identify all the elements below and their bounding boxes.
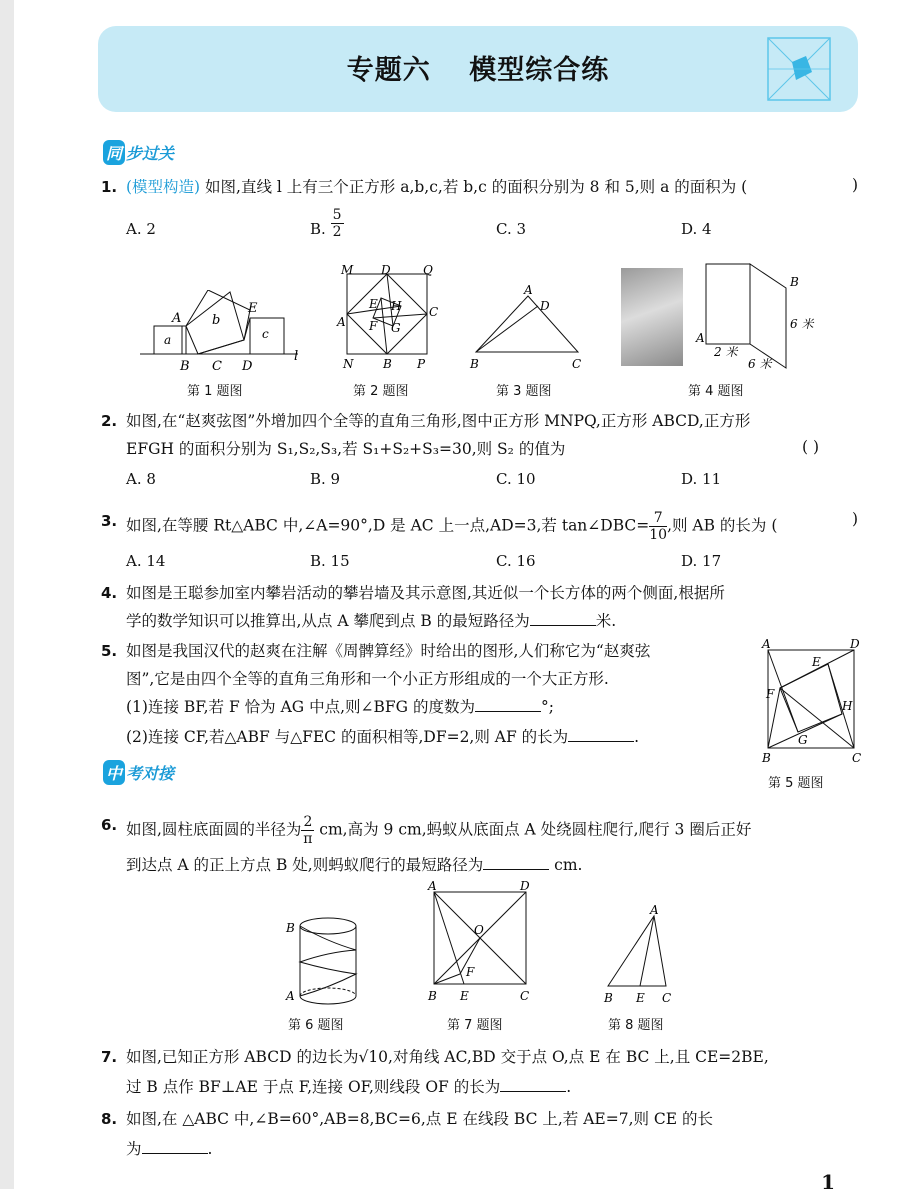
fig2-label-G: G <box>391 321 401 335</box>
q1-option-b-frac <box>331 207 344 240</box>
figure-7-caption: 第 7 题图 <box>447 1018 503 1033</box>
title-name: 模型综合练 <box>469 55 610 86</box>
fig8-label-E: E <box>636 991 645 1005</box>
q5-part-1 <box>126 696 554 718</box>
fig1-label-a: a <box>164 333 172 347</box>
climbing-wall-photo <box>621 268 683 366</box>
q5-line-1: 如图是我国汉代的赵爽在注解《周髀算经》时给出的图形,人们称它为“赵爽弦 <box>126 642 651 660</box>
q1-option-a: A. 2 <box>126 220 156 238</box>
q4-answer-blank[interactable] <box>530 611 596 626</box>
q6-stem-a: 如图,圆柱底面圆的半径为 <box>126 820 302 839</box>
fig2-label-E: E <box>369 297 378 311</box>
q5-part-2-end: . <box>634 728 640 746</box>
frac-den: π <box>303 831 313 847</box>
frac-num: 5 <box>332 206 342 223</box>
section-sync <box>103 140 174 165</box>
q8-number: 8. <box>101 1110 118 1128</box>
origami-icon <box>766 36 832 102</box>
q2-number: 2. <box>101 412 118 430</box>
fig1-label-E: E <box>248 301 258 316</box>
q2-option-d: D. 11 <box>681 470 722 488</box>
frac-den: 10 <box>649 527 668 543</box>
q2-line-2: EFGH 的面积分别为 S₁,S₂,S₃,若 S₁+S₂+S₃=30,则 S₂ 的值为 <box>126 440 566 458</box>
section-sync-label: 步过关 <box>126 144 175 163</box>
q6-line-1 <box>126 814 751 847</box>
q4-unit: 米. <box>595 612 617 630</box>
q5-part-1-blank[interactable] <box>475 697 541 712</box>
q3-option-a: A. 14 <box>126 552 166 570</box>
q1-number: 1. <box>101 178 118 196</box>
page-edge <box>0 0 14 1189</box>
q8-line-2-text: 为 <box>126 1140 142 1158</box>
q3-option-c: C. 16 <box>496 552 536 570</box>
figure-8-caption: 第 8 题图 <box>608 1018 664 1033</box>
fig2-label-M: M <box>341 263 354 277</box>
q7-end: . <box>566 1078 572 1096</box>
figure-4-caption: 第 4 题图 <box>688 384 744 399</box>
fig5-label-E: E <box>812 655 821 669</box>
q7-line-2 <box>126 1076 571 1098</box>
q5-part-2 <box>126 726 639 748</box>
fig5-label-D: D <box>850 637 860 651</box>
fig3-label-B: B <box>470 357 479 371</box>
fig4-label-height: 6 米 <box>790 317 814 331</box>
fig2-label-P: P <box>417 357 426 371</box>
q5-part-1-end: °; <box>540 698 554 716</box>
figure-2-caption: 第 2 题图 <box>353 384 409 399</box>
q3-option-b: B. 15 <box>310 552 350 570</box>
fig8-label-B: B <box>604 991 613 1005</box>
q1-option-b <box>310 206 344 240</box>
q3-stem-b: ,则 AB 的长为 ( <box>667 516 778 535</box>
q7-line-2-text: 过 B 点作 BF⊥AE 于点 F,连接 OF,则线段 OF 的长为 <box>126 1078 501 1096</box>
frac-den: 2 <box>332 223 342 240</box>
q6-line-2-text: 到达点 A 的正上方点 B 处,则蚂蚁爬行的最短路径为 <box>126 856 484 874</box>
page-number: 1 <box>821 1170 835 1194</box>
q3-stem-a: 如图,在等腰 Rt△ABC 中,∠A=90°,D 是 AC 上一点,AD=3,若 tan∠DBC= <box>126 516 650 535</box>
figure-3 <box>466 284 590 374</box>
figure-8 <box>600 900 680 1008</box>
fig2-label-B: B <box>383 357 392 371</box>
q8-line-2 <box>126 1138 212 1160</box>
fig1-label-b: b <box>212 313 221 328</box>
q7-number: 7. <box>101 1048 118 1066</box>
fig7-label-D: D <box>520 879 530 893</box>
fig2-label-A: A <box>337 315 346 329</box>
q8-end: . <box>207 1140 213 1158</box>
fig7-label-F: F <box>466 965 475 979</box>
q5-part-2-blank[interactable] <box>568 727 634 742</box>
q1-option-d: D. 4 <box>681 220 712 238</box>
section-exam-mark: 中 <box>103 760 125 785</box>
fig2-label-C: C <box>429 305 439 319</box>
fig5-label-C: C <box>852 751 862 765</box>
figure-2 <box>335 262 439 374</box>
q6-frac <box>301 814 314 847</box>
q5-part-1-text: (1)连接 BF,若 F 恰为 AG 中点,则∠BFG 的度数为 <box>126 698 475 716</box>
q3-text <box>126 510 777 543</box>
q5-line-2: 图”,它是由四个全等的直角三角形和一个小正方形组成的一个大正方形. <box>126 670 609 688</box>
figure-1-caption: 第 1 题图 <box>187 384 243 399</box>
figure-4 <box>690 258 830 374</box>
title-topic: 专题六 <box>346 55 431 86</box>
fig3-label-D: D <box>540 299 550 313</box>
fig1-label-c: c <box>262 327 269 341</box>
q7-line-1: 如图,已知正方形 ABCD 的边长为√10,对角线 AC,BD 交于点 O,点 E 在 BC 上,且 CE=2BE, <box>126 1048 769 1066</box>
fig7-label-B: B <box>428 989 437 1003</box>
q8-answer-blank[interactable] <box>142 1139 208 1154</box>
figure-1 <box>138 290 308 376</box>
figure-6 <box>284 912 364 1012</box>
fig2-label-D: D <box>381 263 391 277</box>
fig1-label-D: D <box>242 359 253 374</box>
figure-5 <box>758 636 864 766</box>
q6-answer-blank[interactable] <box>483 855 549 870</box>
q3-number: 3. <box>101 512 118 530</box>
figure-3-caption: 第 3 题图 <box>496 384 552 399</box>
q6-number: 6. <box>101 816 118 834</box>
q3-option-d: D. 17 <box>681 552 722 570</box>
fig1-label-C: C <box>212 359 222 374</box>
fig7-label-A: A <box>428 879 437 893</box>
fig1-label-A: A <box>172 311 182 326</box>
figure-6-caption: 第 6 题图 <box>288 1018 344 1033</box>
q1-option-b-label: B. <box>310 220 326 238</box>
figure-7 <box>420 878 538 1008</box>
fig1-label-B: B <box>180 359 190 374</box>
q8-line-1: 如图,在 △ABC 中,∠B=60°,AB=8,BC=6,点 E 在线段 BC 上,若 AE=7,则 CE 的长 <box>126 1110 714 1128</box>
fig7-label-E: E <box>460 989 469 1003</box>
fig2-label-H: H <box>391 299 402 313</box>
q1-close-paren: ) <box>852 176 859 194</box>
section-exam-label: 考对接 <box>126 764 175 783</box>
fig3-label-C: C <box>572 357 582 371</box>
fig8-label-C: C <box>662 991 672 1005</box>
q3-frac <box>649 510 667 543</box>
q4-line-2 <box>126 610 616 632</box>
fig2-label-N: N <box>343 357 354 371</box>
fig5-label-B: B <box>762 751 771 765</box>
fig7-label-C: C <box>520 989 530 1003</box>
fig1-label-l: l <box>294 349 299 364</box>
fig8-label-A: A <box>650 903 659 917</box>
fig4-label-A: A <box>696 331 705 345</box>
figure-5-caption: 第 5 题图 <box>768 776 824 791</box>
q4-line-2-text: 学的数学知识可以推算出,从点 A 攀爬到点 B 的最短路径为 <box>126 612 530 630</box>
title-banner <box>98 26 858 112</box>
fig2-label-Q: Q <box>423 263 433 277</box>
fig4-label-width: 2 米 <box>714 345 738 359</box>
q1-tag: (模型构造) <box>126 178 201 196</box>
fig7-label-O: O <box>474 923 484 937</box>
fig4-label-length: 6 米 <box>748 357 772 371</box>
fig2-label-F: F <box>369 319 378 333</box>
q1-stem: 如图,直线 l 上有三个正方形 a,b,c,若 b,c 的面积分别为 8 和 5,则 a 的面积为 ( <box>205 178 748 196</box>
q4-line-1: 如图是王聪参加室内攀岩活动的攀岩墙及其示意图,其近似一个长方体的两个侧面,根据所 <box>126 584 725 602</box>
q6-stem-b: cm,高为 9 cm,蚂蚁从底面点 A 处绕圆柱爬行,爬行 3 圈后正好 <box>319 820 752 839</box>
q2-line-1: 如图,在“赵爽弦图”外增加四个全等的直角三角形,图中正方形 MNPQ,正方形 ABCD,正方形 <box>126 412 751 430</box>
q1-option-c: C. 3 <box>496 220 527 238</box>
fig6-label-A: A <box>286 989 295 1003</box>
q5-part-2-text: (2)连接 CF,若△ABF 与△FEC 的面积相等,DF=2,则 AF 的长为 <box>126 728 569 746</box>
q6-unit: cm. <box>554 856 583 874</box>
q3-close-paren: ) <box>852 510 859 528</box>
fig3-label-A: A <box>524 284 533 297</box>
frac-num: 2 <box>303 814 313 830</box>
section-sync-mark: 同 <box>103 140 125 165</box>
q7-answer-blank[interactable] <box>500 1077 566 1092</box>
frac-num: 7 <box>649 510 667 527</box>
fig6-label-B: B <box>286 921 295 935</box>
q4-number: 4. <box>101 584 118 602</box>
q1-text <box>126 176 747 198</box>
q2-option-c: C. 10 <box>496 470 536 488</box>
fig5-label-H: H <box>842 699 853 713</box>
fig5-label-G: G <box>798 733 808 747</box>
q6-line-2 <box>126 854 582 876</box>
section-exam <box>103 760 174 785</box>
q2-option-b: B. 9 <box>310 470 341 488</box>
fig5-label-A: A <box>762 637 771 651</box>
fig4-label-B: B <box>790 275 799 289</box>
page-title <box>98 48 858 87</box>
q2-answer-paren: ( ) <box>802 438 820 456</box>
fig5-label-F: F <box>766 687 775 701</box>
q2-option-a: A. 8 <box>126 470 156 488</box>
q5-number: 5. <box>101 642 118 660</box>
